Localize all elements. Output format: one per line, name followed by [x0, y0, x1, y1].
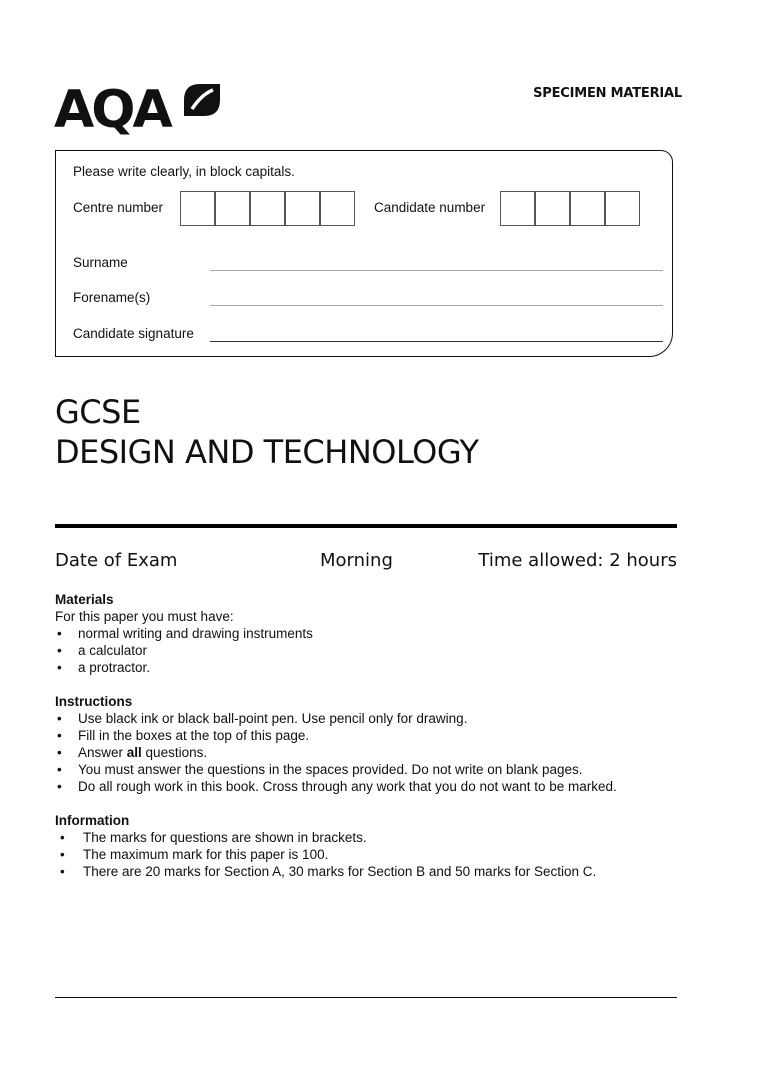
instructions-heading: Instructions — [55, 694, 133, 709]
subject-title: DESIGN AND TECHNOLOGY — [55, 433, 479, 471]
forenames-label: Forename(s) — [73, 290, 151, 305]
candidate-number-box-3[interactable] — [570, 191, 605, 226]
list-item: • a calculator — [55, 642, 313, 659]
signature-field[interactable] — [73, 326, 663, 346]
list-item: • Use black ink or black ball-point pen. Use pencil only for drawing. — [55, 710, 617, 727]
logo-text: AQA — [54, 80, 170, 140]
exam-date: Date of Exam — [55, 550, 178, 571]
information-heading: Information — [55, 813, 130, 828]
signature-label: Candidate signature — [73, 326, 194, 341]
forenames-line[interactable] — [210, 305, 663, 306]
qualification-title: GCSE — [55, 393, 141, 431]
list-item: • Do all rough work in this book. Cross through any work that you do not want to be marked. — [55, 778, 617, 795]
forenames-field[interactable] — [73, 290, 663, 310]
list-item answer-all-item: • Answer all questions. — [55, 744, 617, 761]
specimen-material-label: SPECIMEN MATERIAL — [533, 86, 682, 101]
form-instruction: Please write clearly, in block capitals. — [73, 164, 295, 179]
centre-number-box-5[interactable] — [320, 191, 355, 226]
list-item: • Fill in the boxes at the top of this page. — [55, 727, 617, 744]
materials-intro: For this paper you must have: — [55, 609, 234, 624]
centre-number-box-4[interactable] — [285, 191, 320, 226]
materials-heading: Materials — [55, 592, 114, 607]
logo-leaf-icon — [182, 80, 222, 116]
candidate-details-box — [55, 150, 673, 357]
emphasis-all: all — [126, 745, 142, 760]
candidate-number-label: Candidate number — [374, 200, 486, 215]
instructions-section — [55, 693, 617, 795]
candidate-number-box-1[interactable] — [500, 191, 535, 226]
materials-section — [55, 591, 313, 676]
exam-session: Morning — [320, 550, 393, 571]
list-item: • You must answer the questions in the spaces provided. Do not write on blank pages. — [55, 761, 617, 778]
aqa-logo — [54, 80, 222, 138]
time-allowed: Time allowed: 2 hours — [478, 550, 677, 571]
surname-field[interactable] — [73, 255, 663, 275]
centre-number-label: Centre number — [73, 200, 164, 215]
title-divider — [55, 524, 677, 528]
surname-label: Surname — [73, 255, 128, 270]
centre-number-box-3[interactable] — [250, 191, 285, 226]
footer-divider — [55, 997, 677, 998]
number-boxes-row — [73, 191, 653, 227]
information-section — [55, 812, 596, 880]
list-item: • The maximum mark for this paper is 100. — [55, 846, 596, 863]
centre-number-box-2[interactable] — [215, 191, 250, 226]
surname-line[interactable] — [210, 270, 663, 271]
candidate-number-box-4[interactable] — [605, 191, 640, 226]
candidate-number-box-2[interactable] — [535, 191, 570, 226]
centre-number-box-1[interactable] — [180, 191, 215, 226]
list-item: • a protractor. — [55, 659, 313, 676]
list-item: • There are 20 marks for Section A, 30 marks for Section B and 50 marks for Section C. — [55, 863, 596, 880]
list-item: • The marks for questions are shown in brackets. — [55, 829, 596, 846]
exam-title — [55, 392, 479, 472]
signature-line[interactable] — [210, 341, 663, 342]
list-item: • normal writing and drawing instruments — [55, 625, 313, 642]
